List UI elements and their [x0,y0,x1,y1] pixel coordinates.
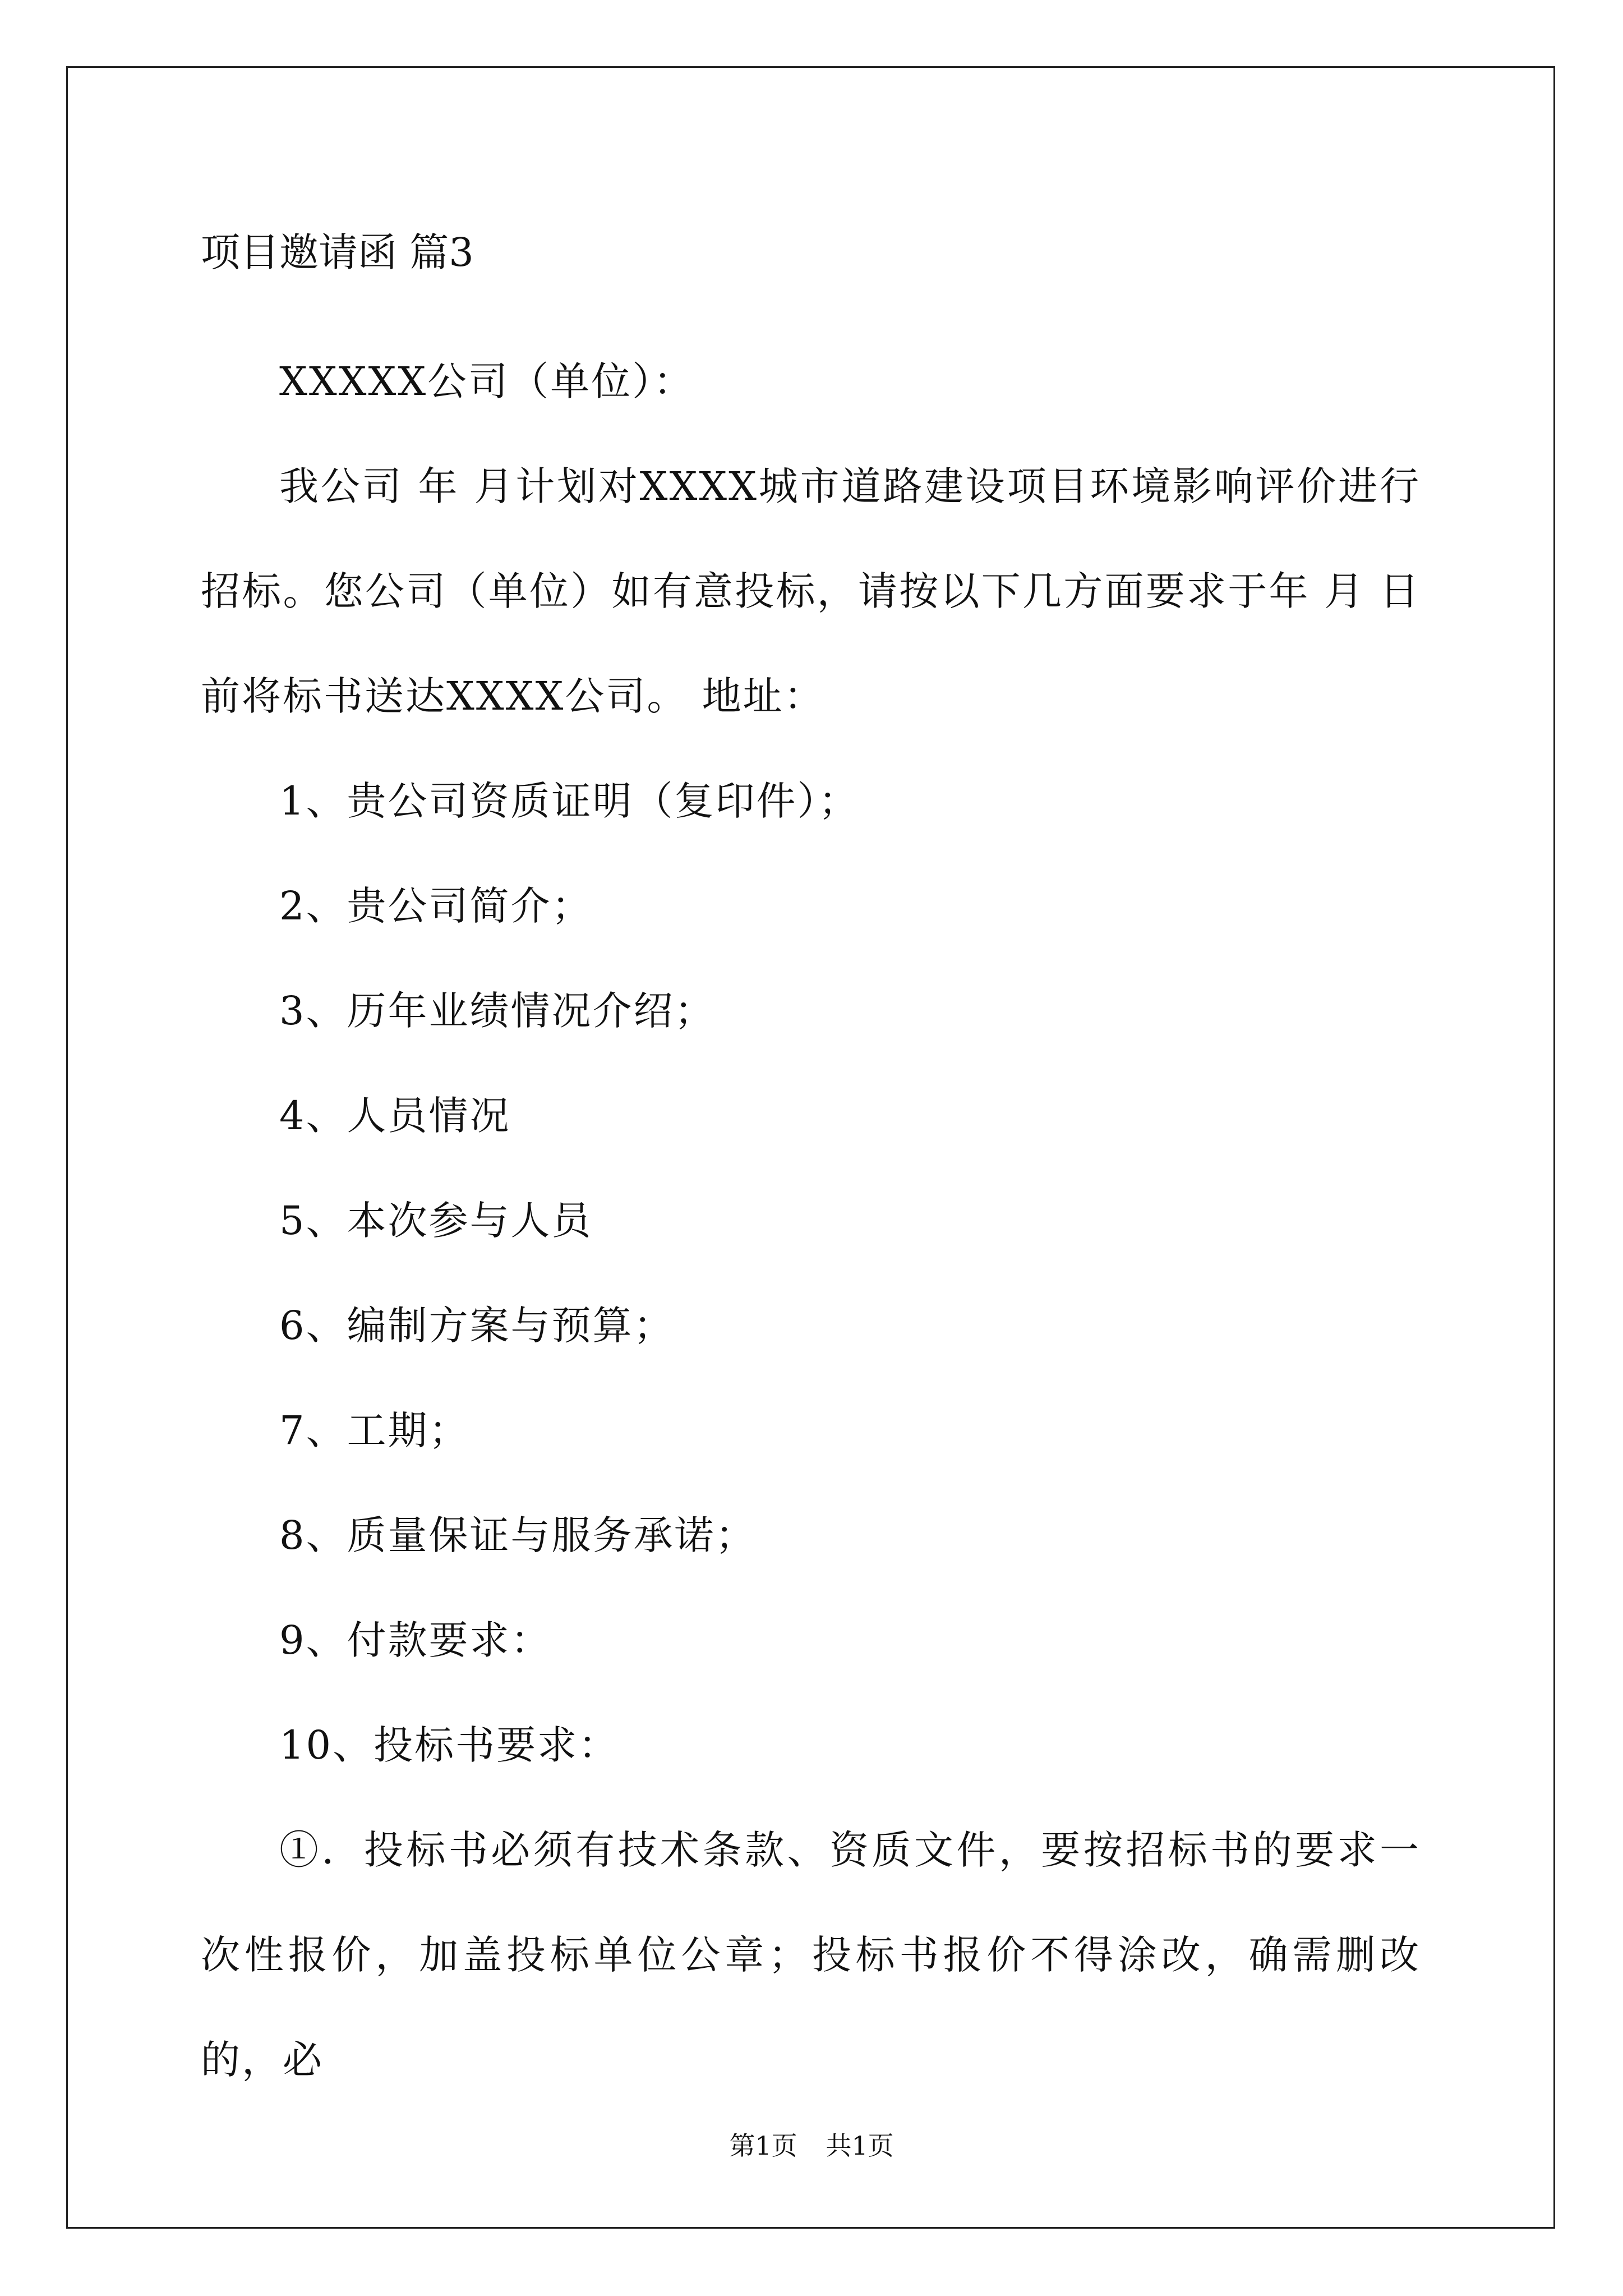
list-item: 8、质量保证与服务承诺； [279,1512,757,1558]
page-number: 第1页 [729,2131,797,2161]
page-total: 共1页 [826,2131,894,2161]
intro-paragraph: 我公司 年 月计划对XXXX城市道路建设项目环境影响评价进行招标。您公司（单位）如有意投标，请按以下几方面要求于年 月 日前将标书送达XXXX公司。 地址： [201,463,1421,719]
closing-paragraph: ①．投标书必须有技术条款、资质文件，要按招标书的要求一次性报价，加盖投标单位公章；投标书报价不得涂改，确需删改的，必 [201,1827,1421,2083]
list-item: 2、贵公司简介； [279,883,593,929]
salutation: XXXXX公司（单位）： [279,358,695,404]
list-item: 5、本次参与人员 [279,1198,593,1244]
list-item: 7、工期； [279,1407,470,1453]
document-body [201,224,1421,2113]
list-item: 10、投标书要求： [279,1722,620,1768]
document-title: 项目邀请函 篇3 [201,229,474,275]
list-item: 9、付款要求： [279,1617,552,1663]
list-item: 3、历年业绩情况介绍； [279,988,716,1034]
list-item: 6、编制方案与预算； [279,1303,675,1349]
list-item: 4、人员情况 [279,1093,511,1139]
page-footer [0,2129,1623,2162]
list-item: 1、贵公司资质证明（复印件）； [279,778,860,824]
